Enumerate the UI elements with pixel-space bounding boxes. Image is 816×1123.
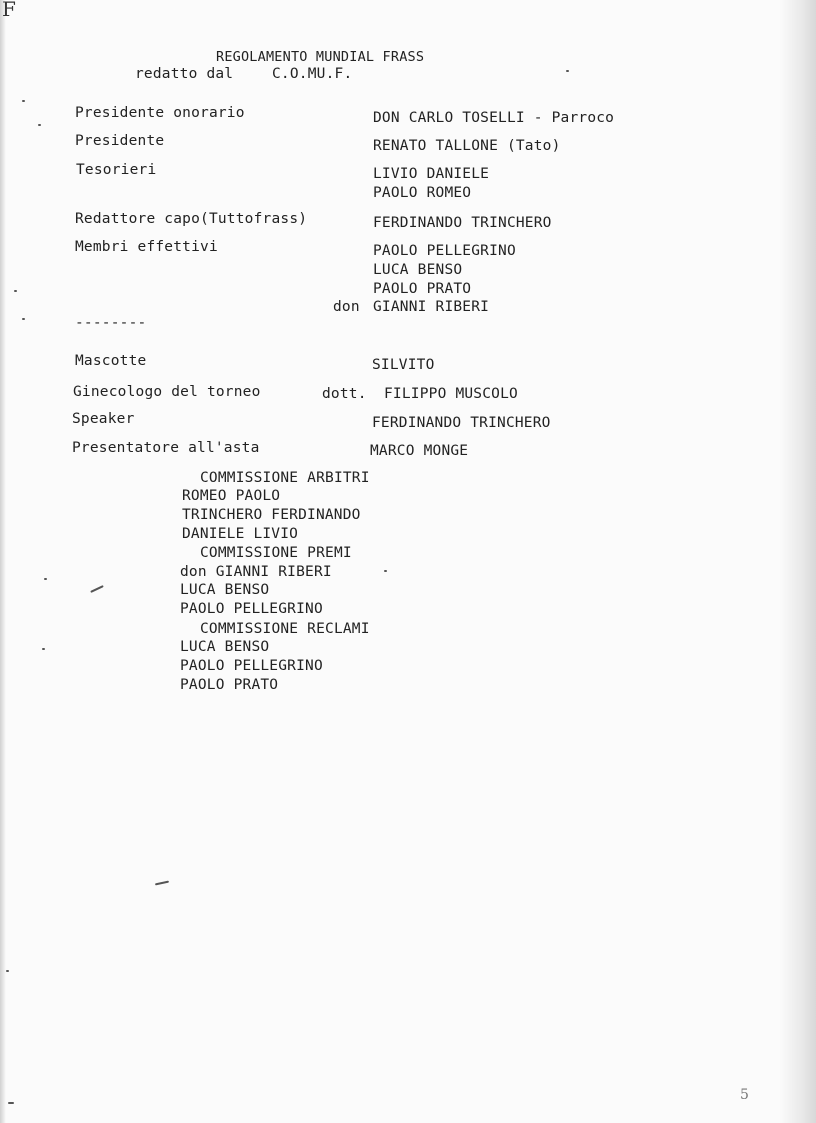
role-label: Presidente onorario	[75, 105, 245, 121]
commission-member: TRINCHERO FERDINANDO	[182, 507, 361, 523]
role-label: Mascotte	[75, 353, 147, 369]
member-name: LUCA BENSO	[373, 262, 463, 278]
member-prefix: don	[333, 299, 360, 315]
role-label: Presidente	[75, 133, 165, 149]
commission-member: PAOLO PELLEGRINO	[180, 658, 323, 674]
subtitle-org: C.O.MU.F.	[272, 66, 353, 82]
corner-mark: F	[2, 0, 17, 21]
commission-title: COMMISSIONE PREMI	[200, 545, 352, 561]
commission-member: PAOLO PRATO	[180, 677, 279, 693]
scan-speck	[155, 881, 169, 886]
commission-member: LUCA BENSO	[180, 639, 270, 655]
scan-speck	[22, 100, 25, 102]
role-label: Redattore capo(Tuttofrass)	[75, 211, 308, 227]
role-name: FERDINANDO TRINCHERO	[373, 215, 552, 231]
role-label: Tesorieri	[76, 162, 157, 178]
member-name: PAOLO PRATO	[373, 281, 472, 297]
role-label: Presentatore all'asta	[72, 440, 260, 456]
scan-edge-right	[780, 0, 816, 1123]
role-name: DON CARLO TOSELLI - Parroco	[373, 110, 615, 126]
page-number: 5	[740, 1087, 750, 1103]
commission-title: COMMISSIONE ARBITRI	[200, 470, 370, 486]
commission-title: COMMISSIONE RECLAMI	[200, 621, 370, 637]
scan-speck	[90, 585, 104, 593]
separator-line: --------	[75, 315, 147, 331]
role-label: Membri effettivi	[75, 239, 218, 255]
scan-speck	[384, 570, 387, 572]
scan-edge-left	[0, 0, 6, 1123]
scan-speck	[38, 124, 41, 126]
scan-speck	[6, 970, 9, 972]
subtitle-prefix: redatto dal	[135, 66, 234, 82]
role-label: Ginecologo del torneo	[73, 384, 261, 400]
commission-member: PAOLO PELLEGRINO	[180, 601, 323, 617]
scan-speck	[44, 578, 47, 580]
role-name: LIVIO DANIELE	[373, 166, 490, 182]
role-name: FERDINANDO TRINCHERO	[372, 415, 551, 431]
scan-speck	[566, 70, 569, 72]
role-name: MARCO MONGE	[370, 443, 469, 459]
role-name-extra: PAOLO ROMEO	[373, 185, 472, 201]
commission-member: don GIANNI RIBERI	[180, 564, 332, 580]
commission-member: DANIELE LIVIO	[182, 526, 299, 542]
member-name: PAOLO PELLEGRINO	[373, 243, 516, 259]
scan-speck	[42, 648, 45, 650]
document-title: REGOLAMENTO MUNDIAL FRASS	[216, 49, 425, 65]
role-name: SILVITO	[372, 357, 435, 373]
role-label: Speaker	[72, 411, 135, 427]
commission-member: LUCA BENSO	[180, 582, 270, 598]
commission-member: ROMEO PAOLO	[182, 488, 281, 504]
scan-speck	[14, 290, 17, 292]
role-name: RENATO TALLONE (Tato)	[373, 138, 561, 154]
role-name: FILIPPO MUSCOLO	[384, 386, 518, 402]
role-prefix: dott.	[322, 386, 367, 402]
scan-speck	[22, 318, 25, 320]
member-name: GIANNI RIBERI	[373, 299, 490, 315]
scan-speck	[8, 1102, 14, 1104]
